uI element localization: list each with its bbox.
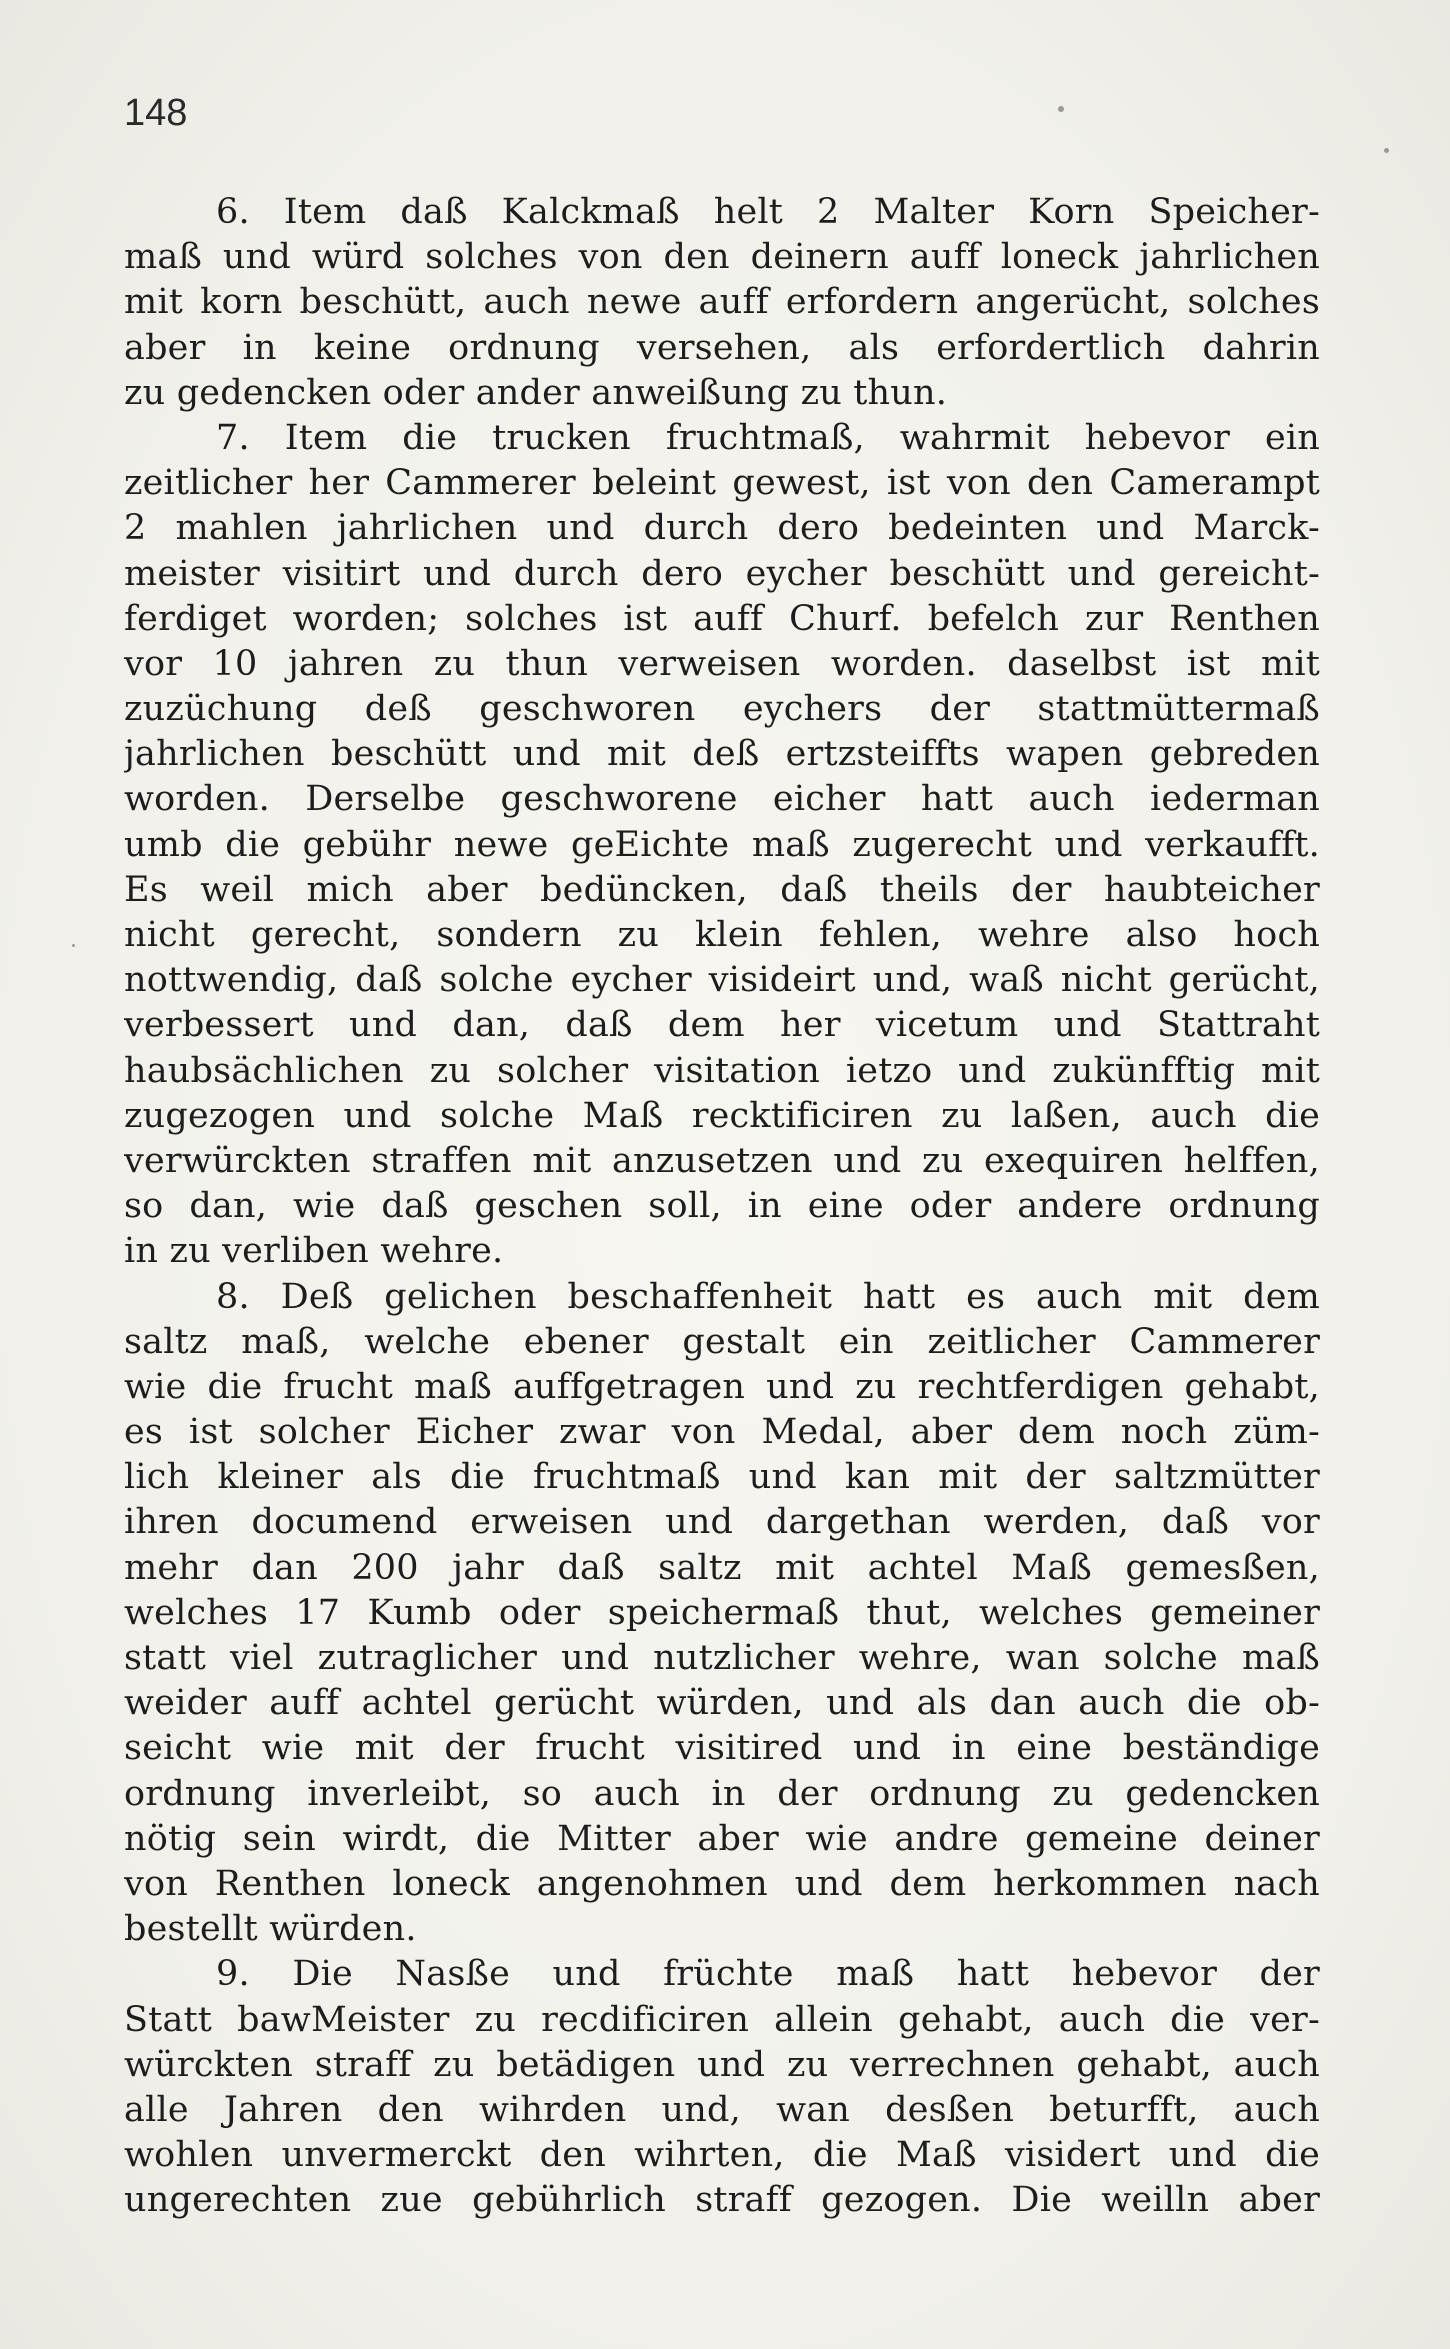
text-line: meister visitirt und durch dero eycher beschütt und gereicht- [124, 553, 1320, 594]
text-line: haubsächlichen zu solcher visitation ietzo und zukünfftig mit [124, 1050, 1320, 1091]
text-line: 8. Deß gelichen beschaffenheit hatt es auch mit dem [216, 1276, 1320, 1317]
paper-speck [1058, 106, 1064, 112]
text-line: 7. Item die trucken fruchtmaß, wahrmit hebevor ein [216, 417, 1320, 458]
text-line: wohlen unvermerckt den wihrten, die Maß visidert und die [124, 2135, 1320, 2176]
text-line: nottwendig, daß solche eycher visideirt und, waß nicht gerücht, [124, 960, 1320, 1001]
text-line: jahrlichen beschütt und mit deß ertzsteiffts wapen gebreden [124, 734, 1320, 775]
text-line: vor 10 jahren zu thun verweisen worden. daselbst ist mit [124, 643, 1320, 684]
text-line: nicht gerecht, sondern zu klein fehlen, wehre also hoch [124, 915, 1320, 955]
text-line: ihren documend erweisen und dargethan werden, daß vor [124, 1502, 1320, 1543]
text-line: wie die frucht maß auffgetragen und zu rechtferdigen gehabt, [124, 1366, 1320, 1407]
text-line: 6. Item daß Kalckmaß helt 2 Malter Korn Speicher- [216, 192, 1320, 232]
text-line: verbessert und dan, daß dem her vicetum und Stattraht [124, 1005, 1320, 1046]
text-line: 2 mahlen jahrlichen und durch dero bedeinten und Marck- [124, 508, 1320, 549]
text-line: zugezogen und solche Maß recktificiren zu laßen, auch die [124, 1095, 1320, 1136]
text-line: ungerechten zue gebührlich straff gezogen. Die weilln aber [124, 2180, 1320, 2221]
text-line: saltz maß, welche ebener gestalt ein zeitlicher Cammerer [124, 1321, 1320, 1362]
text-line: maß und würd solches von den deinern auff loneck jahrlichen [124, 237, 1320, 278]
text-line: zu gedencken oder ander anweißung zu thun. [124, 372, 948, 413]
paper-speck [72, 944, 75, 947]
text-line: es ist solcher Eicher zwar von Medal, aber dem noch züm- [124, 1412, 1320, 1453]
text-line: aber in keine ordnung versehen, als erfordertlich dahrin [124, 327, 1320, 368]
text-line: ferdiget worden; solches ist auff Churf. befelch zur Renthen [124, 598, 1320, 639]
text-line: so dan, wie daß geschen soll, in eine oder andere ordnung [124, 1186, 1320, 1227]
text-line: zeitlicher her Cammerer beleint gewest, ist von den Camerampt [124, 463, 1320, 504]
text-line: Es weil mich aber bedüncken, daß theils der haubteicher [124, 869, 1320, 910]
text-line: nötig sein wirdt, die Mitter aber wie andre gemeine deiner [124, 1818, 1320, 1859]
text-line: 9. Die Nasße und früchte maß hatt hebevor der [216, 1954, 1320, 1995]
text-line: zuzüchung deß geschworen eychers der stattmüttermaß [124, 689, 1320, 730]
text-line: Statt bawMeister zu recdificiren allein gehabt, auch die ver- [124, 1999, 1320, 2040]
page-number: 148 [124, 92, 188, 134]
text-line: mit korn beschütt, auch newe auff erfordern angerücht, solches [124, 282, 1320, 323]
text-line: lich kleiner als die fruchtmaß und kan mit der saltzmütter [124, 1457, 1320, 1498]
text-line: seicht wie mit der frucht visitired und in eine beständige [124, 1728, 1320, 1769]
text-line: weider auff achtel gerücht würden, und als dan auch die ob- [124, 1683, 1320, 1724]
text-line: statt viel zutraglicher und nutzlicher wehre, wan solche maß [124, 1638, 1320, 1678]
body-text [124, 190, 1320, 2223]
text-line: bestellt würden. [124, 1909, 417, 1950]
text-line: mehr dan 200 jahr daß saltz mit achtel Maß gemesßen, [124, 1547, 1320, 1588]
text-line: in zu verliben wehre. [124, 1231, 504, 1272]
text-line: welches 17 Kumb oder speichermaß thut, welches gemeiner [124, 1592, 1320, 1633]
text-line: von Renthen loneck angenohmen und dem herkommen nach [124, 1863, 1320, 1904]
text-line: alle Jahren den wihrden und, wan desßen beturfft, auch [124, 2089, 1320, 2130]
text-line: umb die gebühr newe geEichte maß zugerecht und verkaufft. [124, 824, 1320, 865]
text-line: verwürckten straffen mit anzusetzen und zu exequiren helffen, [124, 1140, 1320, 1181]
text-line: ordnung inverleibt, so auch in der ordnung zu gedencken [124, 1773, 1320, 1814]
text-line: würckten straff zu betädigen und zu verrechnen gehabt, auch [124, 2044, 1320, 2085]
paper-speck [1384, 148, 1389, 153]
text-line: worden. Derselbe geschworene eicher hatt auch iederman [124, 779, 1320, 820]
